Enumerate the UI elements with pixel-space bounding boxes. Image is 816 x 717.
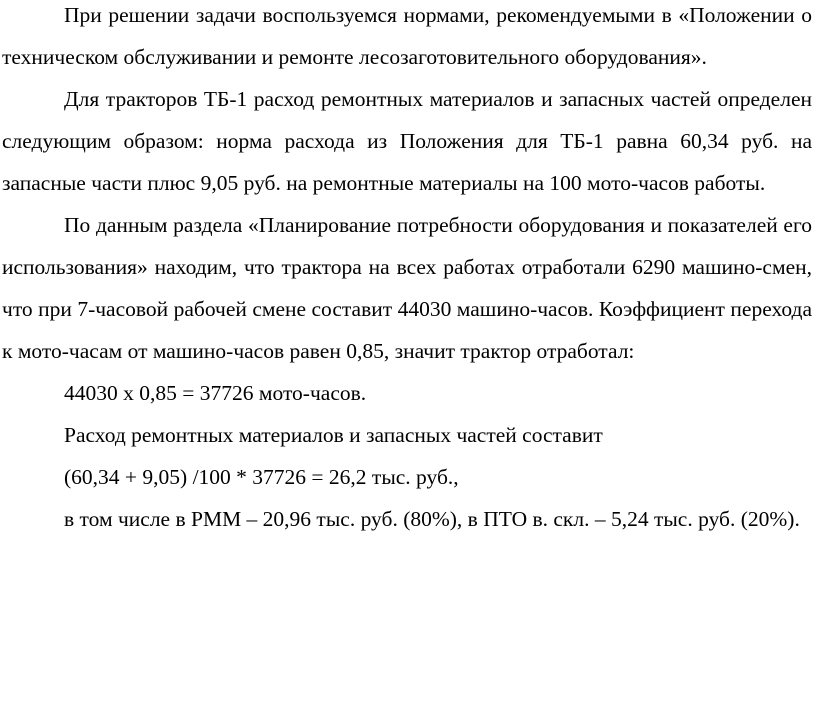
paragraph-expense-intro: Расход ремонтных материалов и запасных частей составит [64,423,603,447]
paragraph-norms-intro: При решении задачи воспользуемся нормами, рекомендуемыми в «Положении о техническом обслуживании и ремонте лесозаготовительного оборудования». [2,3,812,69]
paragraph-expense-split: в том числе в РММ – 20,96 тыс. руб. (80%), в ПТО в. скл. – 5,24 тыс. руб. (20%). [64,507,800,531]
paragraph-work-hours: По данным раздела «Планирование потребности оборудования и показателей его использования» находим, что трактора на всех работах отработали 6290 машино-смен, что при 7-часовой рабочей смене составит 44030 машино-часов. Коэффициент перехода к мото-часам от машино-часов равен 0,85, значит трактор отработал: [2,213,812,363]
paragraph-tractor-rates: Для тракторов ТБ-1 расход ремонтных материалов и запасных частей определен следующим образом: норма расхода из Положения для ТБ-1 равна 60,34 руб. на запасные части плюс 9,05 руб. на ремонтные материалы на 100 мото-часов работы. [2,87,812,195]
formula-moto-hours: 44030 х 0,85 = 37726 мото-часов. [64,381,367,405]
formula-expense: (60,34 + 9,05) /100 * 37726 = 26,2 тыс. руб., [64,465,459,489]
